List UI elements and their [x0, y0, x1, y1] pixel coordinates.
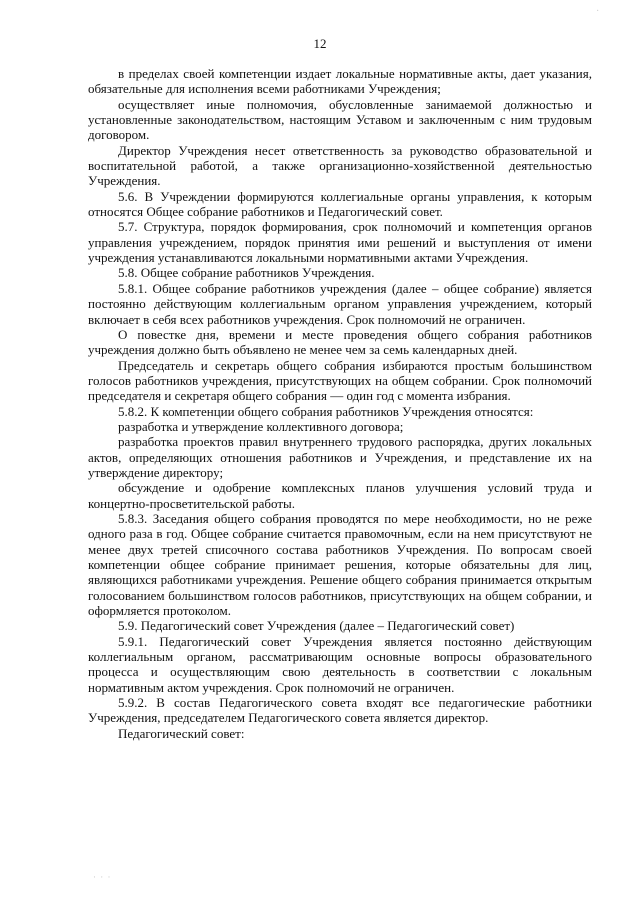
paragraph: 5.9.2. В состав Педагогического совета входят все педагогические работники Учреждения, председателем Педагогического совета является директор. [88, 695, 592, 726]
list-item: обсуждение и одобрение комплексных планов улучшения условий труда и концертно-просветительской работы. [88, 480, 592, 511]
document-body [88, 66, 592, 741]
paragraph: 5.6. В Учреждении формируются коллегиальные органы управления, к которым относятся Общее собрание работников и Педагогический совет. [88, 188, 592, 220]
paragraph: Председатель и секретарь общего собрания избираются простым большинством голосов работников учреждения, присутствующих на общем собрании. Срок полномочий председателя и секретаря общего собрания — один год с момента избрания. [88, 357, 592, 404]
paragraph: 5.8.2. К компетенции общего собрания работников Учреждения относятся: [118, 403, 534, 419]
paragraph: осуществляет иные полномочия, обусловленные занимаемой должностью и установленные законодательством, настоящим Уставом и заключенным с ним трудовым договором. [88, 96, 592, 143]
paragraph: 5.8.1. Общее собрание работников учреждения (далее – общее собрание) является постоянно действующим коллегиальным органом управления учреждением, который включает в себя всех работников учреждения. Срок полномочий не ограничен. [88, 280, 592, 327]
paragraph: в пределах своей компетенции издает локальные нормативные акты, дает указания, обязательные для исполнения всеми работниками Учреждения; [88, 66, 592, 97]
paragraph: Директор Учреждения несет ответственность за руководство образовательной и воспитательной работой, а также организационно-хозяйственной деятельностью Учреждения. [88, 142, 592, 189]
list-item: разработка и утверждение коллективного договора; [118, 418, 404, 434]
scan-artifact: · · · [93, 872, 112, 882]
section-heading: 5.8. Общее собрание работников Учреждения. [118, 265, 375, 281]
list-item: разработка проектов правил внутреннего трудового распорядка, других локальных актов, определяющих отношения работников и Учреждения, и представление их на утверждение директору; [88, 434, 592, 480]
paragraph: 5.9.1. Педагогический совет Учреждения является постоянно действующим коллегиальным органом, рассматривающим основные вопросы образовательного процесса и осуществляющим свою деятельность в соответствии с локальным нормативным актом учреждения. Срок полномочий не ограничен. [88, 633, 592, 695]
page-number: 12 [313, 36, 327, 51]
scan-corner-mark: · [596, 6, 600, 17]
section-heading: 5.9. Педагогический совет Учреждения (далее – Педагогический совет) [118, 618, 515, 634]
paragraph: Педагогический совет: [118, 725, 245, 741]
paragraph: 5.7. Структура, порядок формирования, срок полномочий и компетенция органов управления учреждением, порядок принятия ими решений и выступления от имени учреждения устанавливаются локальными нормативными актами Учреждения. [88, 219, 592, 266]
paragraph: 5.8.3. Заседания общего собрания проводятся по мере необходимости, но не реже одного раза в год. Общее собрание считается правомочным, если на нем присутствуют не менее двух третей списочного состава работников Учреждения. По вопросам своей компетенции общее собрание принимает решения, которые обязательны для лиц, являющихся работниками учреждения. Решение общего собрания принимается открытым голосованием большинством голосов работников, присутствующих на общем собрании, и оформляется протоколом. [88, 510, 592, 619]
paragraph: О повестке дня, времени и месте проведения общего собрания работников учреждения должно быть объявлено не менее чем за семь календарных дней. [88, 326, 592, 358]
